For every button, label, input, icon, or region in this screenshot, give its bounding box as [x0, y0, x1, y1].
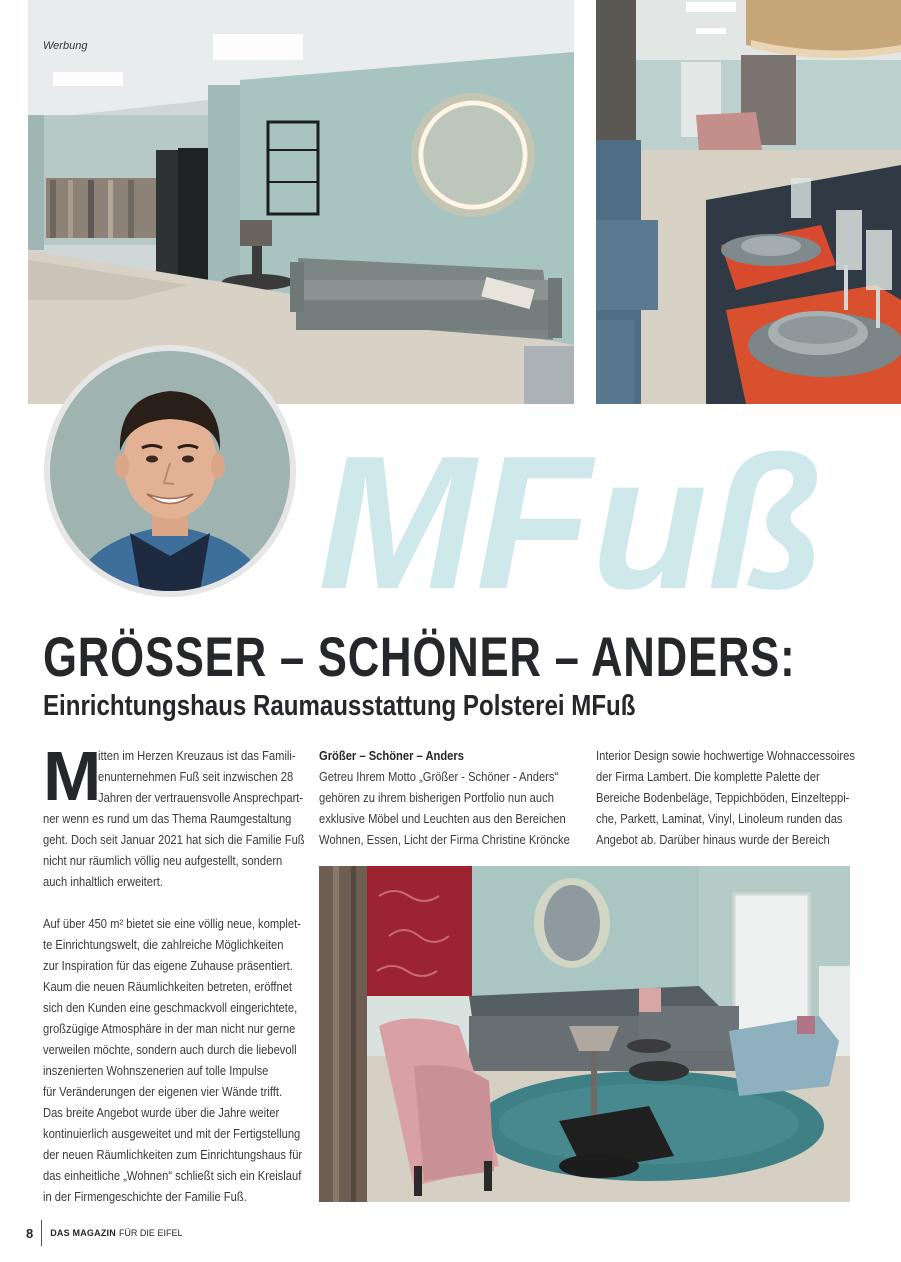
- text-line: Interior Design sowie hochwertige Wohnaccessoires: [596, 748, 855, 763]
- text-line: Wohnen, Essen, Licht der Firma Christine Kröncke: [319, 832, 570, 847]
- text-line: verweilen möchte, sondern auch durch die liebevoll: [43, 1042, 297, 1057]
- text-line: der Firma Lambert. Die komplette Palette der: [596, 769, 820, 784]
- text-line: enunternehmen Fuß seit inzwischen 28: [98, 769, 294, 784]
- text-line: itten im Herzen Kreuzaus ist das Famili-: [98, 748, 296, 763]
- text-line: Jahren der vertrauensvolle Ansprechpart-: [98, 790, 304, 805]
- subheadline: Einrichtungshaus Raumausstattung Polsterei MFuß: [43, 690, 636, 722]
- text-line: Getreu Ihrem Motto „Größer - Schöner - Anders“: [319, 769, 559, 784]
- article-column-2: [319, 745, 574, 850]
- text-line: in der Firmengeschichte der Familie Fuß.: [43, 1189, 247, 1204]
- text-line: ner wenn es rund um das Thema Raumgestaltung: [43, 811, 292, 826]
- page-footer: [26, 1220, 182, 1246]
- text-line: zur Inspiration für das eigene Zuhause präsentiert.: [43, 958, 293, 973]
- text-line: geht. Doch seit Januar 2021 hat sich die Familie Fuß: [43, 832, 305, 847]
- text-line: che, Parkett, Laminat, Vinyl, Linoleum runden das: [596, 811, 843, 826]
- text-line: exklusive Möbel und Leuchten aus den Bereichen: [319, 811, 566, 826]
- text-line: Auf über 450 m² bietet sie eine völlig neue, komplet-: [43, 916, 301, 931]
- text-line: Das breite Angebot wurde über die Jahre weiter: [43, 1105, 280, 1120]
- text-line: großzügige Atmosphäre in der man nicht nur gerne: [43, 1021, 296, 1036]
- text-line: nicht nur räumlich völlig neu aufgestellt, sondern: [43, 853, 283, 868]
- text-line: inszenierten Wohnszenerien auf tolle Impulse: [43, 1063, 269, 1078]
- dropcap: M: [43, 737, 102, 815]
- text-line: das einheitliche „Wohnen“ schließt sich ein Kreislauf: [43, 1168, 302, 1183]
- article-column-1: [43, 737, 305, 1207]
- lounge-photo: [319, 866, 850, 1202]
- magazine-name: DAS MAGAZIN: [50, 1228, 116, 1238]
- article-column-3: [596, 745, 854, 850]
- text-line: kontinuierlich ausgeweitet und mit der Fertigstellung: [43, 1126, 301, 1141]
- text-line: für Veränderungen der eigenen vier Wände trifft.: [43, 1084, 283, 1099]
- footer-divider: [41, 1220, 42, 1246]
- portrait-photo: [44, 345, 296, 597]
- text-line: der neuen Räumlichkeiten zum Einrichtungshaus für: [43, 1147, 303, 1162]
- text-line: te Einrichtungswelt, die zahlreiche Möglichkeiten: [43, 937, 284, 952]
- text-line: Angebot ab. Darüber hinaus wurde der Bereich: [596, 832, 830, 847]
- magazine-subtitle: FÜR DIE EIFEL: [118, 1228, 183, 1238]
- showroom-photo: [28, 0, 574, 404]
- dining-photo: [596, 0, 901, 404]
- section-title: Größer – Schöner – Anders: [319, 748, 464, 763]
- text-line: sich den Kunden eine geschmackvoll eingerichtete,: [43, 1000, 298, 1015]
- svg-text:MFuß: MFuß: [318, 418, 823, 618]
- text-line: Kaum die neuen Räumlichkeiten betreten, eröffnet: [43, 979, 293, 994]
- text-line: Bereiche Bodenbeläge, Teppichböden, Einzelteppi-: [596, 790, 850, 805]
- text-line: gehören zu ihrem bisherigen Portfolio nun auch: [319, 790, 554, 805]
- text-line: auch inhaltlich erweitert.: [43, 874, 163, 889]
- headline: GRÖSSER – SCHÖNER – ANDERS:: [43, 625, 796, 688]
- page-number: 8: [26, 1225, 34, 1241]
- ad-label: Werbung: [43, 40, 88, 52]
- mfuss-logo: [318, 418, 830, 618]
